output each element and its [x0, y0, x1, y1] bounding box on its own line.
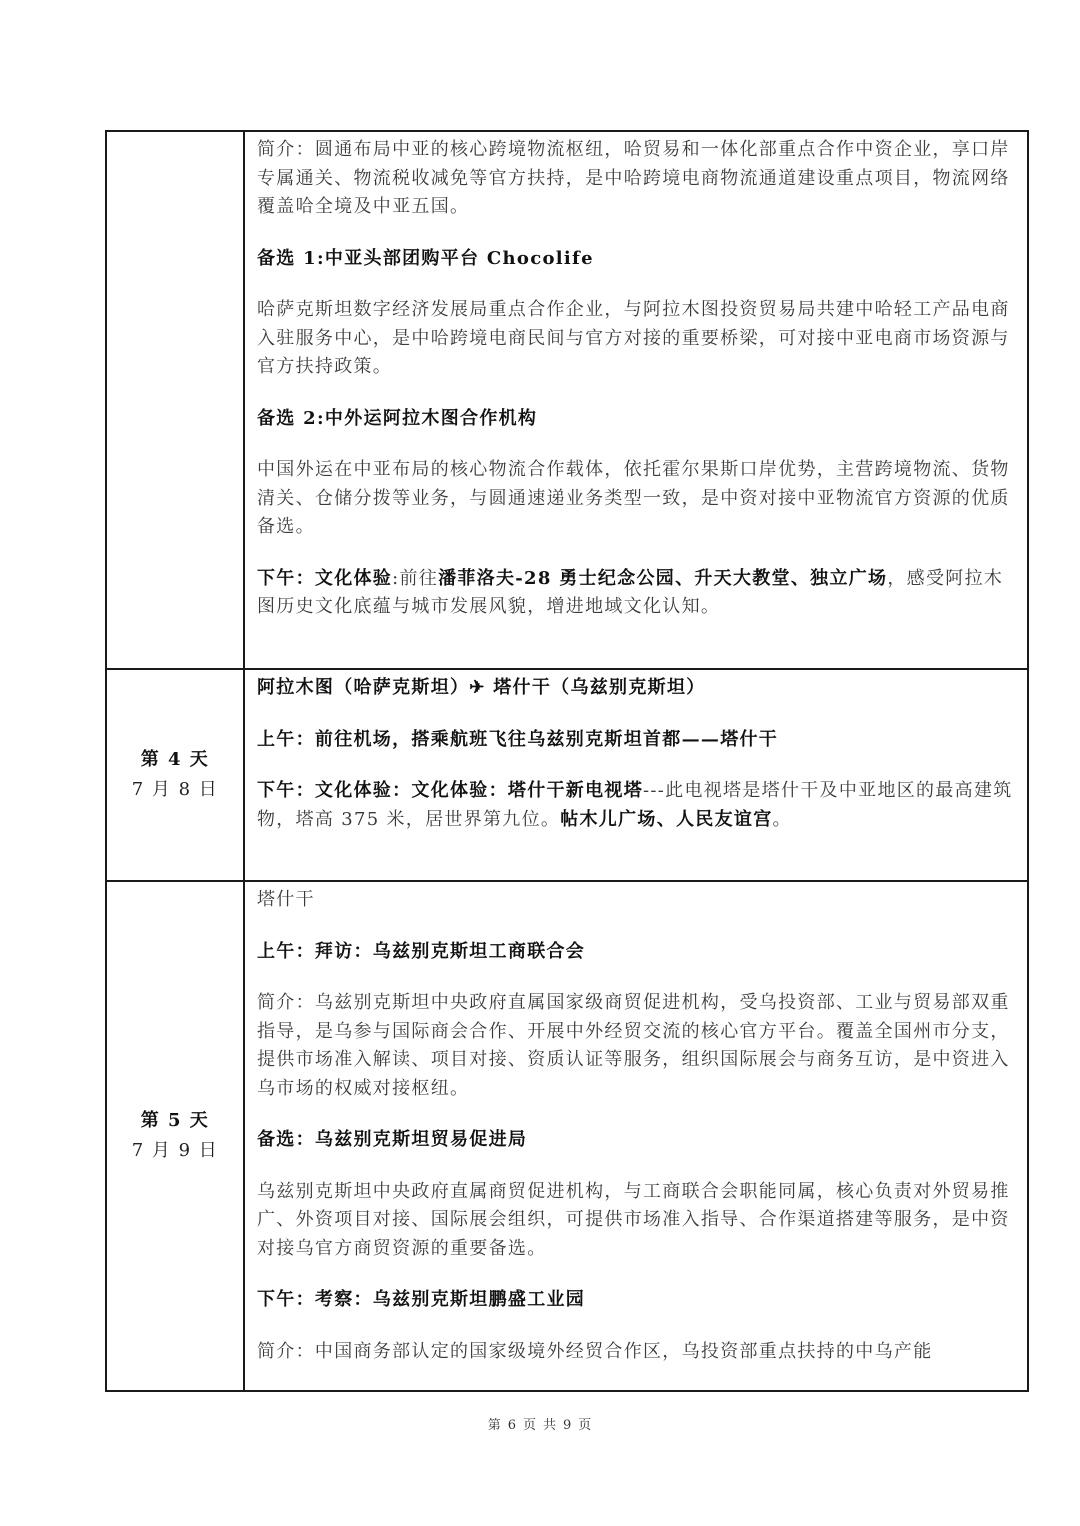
itinerary-table [105, 130, 1029, 1392]
option-description: 中国外运在中亚布局的核心物流合作载体，依托霍尔果斯口岸优势，主营跨境物流、货物清关、仓储分拨等业务，与圆通速递业务类型一致，是中资对接中亚物流官方资源的优质备选。 [257, 459, 1010, 537]
afternoon-text: 。 [772, 808, 792, 830]
page-footer [0, 1414, 1080, 1433]
afternoon-places: 潘菲洛夫-28 勇士纪念公园、升天大教堂、独立广场 [438, 567, 888, 589]
option-heading: 备选：乌兹别克斯坦贸易促进局 [257, 1129, 528, 1150]
afternoon-paragraph [257, 777, 1017, 834]
day-number: 第 4 天 [140, 749, 210, 770]
intro-paragraph: 简介：乌兹别克斯坦中央政府直属国家级商贸促进机构，受乌投资部、工业与贸易部双重指导，是乌参与国际商会合作、开展中外经贸交流的核心官方平台。覆盖全国州市分支，提供市场准入解读、项目对接、资质认证等服务，组织国际展会与商务互访，是中资进入乌市场的权威对接枢纽。 [257, 992, 1010, 1099]
page-number: 6 [507, 1418, 517, 1433]
content-cell [244, 881, 1028, 1391]
intro-paragraph: 简介：圆通布局中亚的核心跨境物流枢纽，哈贸易和一体化部重点合作中资企业，享口岸专属通关、物流税收减免等官方扶持，是中哈跨境电商物流通道建设重点项目，物流网络覆盖哈全境及中亚五国。 [257, 139, 1010, 217]
total-pages: 9 [563, 1418, 573, 1433]
day-date: 7 月 9 日 [131, 1140, 219, 1161]
afternoon-places: 帖木儿广场、人民友谊宫 [560, 808, 773, 830]
option-heading: 备选 1:中亚头部团购平台 Chocolife [257, 247, 594, 269]
content-cell [244, 131, 1028, 669]
day-cell [106, 669, 244, 881]
option-description: 哈萨克斯坦数字经济发展局重点合作企业，与阿拉木图投资贸易局共建中哈轻工产品电商入驻服务中心，是中哈跨境电商民间与官方对接的重要桥梁，可对接中亚电商市场资源与官方扶持政策。 [257, 299, 1010, 377]
day-cell [106, 881, 244, 1391]
afternoon-label: 下午：文化体验 [257, 567, 393, 589]
option-description: 乌兹别克斯坦中央政府直属商贸促进机构，与工商联合会职能同属，核心负责对外贸易推广、外资项目对接、国际展会组织，可提供市场准入指导、合作渠道搭建等服务，是中资对接乌官方商贸资源的重要备选。 [257, 1180, 1010, 1259]
day-cell [106, 131, 244, 669]
day-date: 7 月 8 日 [131, 779, 219, 800]
table-row [106, 669, 1028, 881]
afternoon-text: ，感受阿拉木图历史文化底蕴与城市发展风貌，增进地域文化认知。 [257, 567, 1004, 617]
morning-paragraph: 上午：前往机场，搭乘航班飞往乌兹别克斯坦首都——塔什干 [257, 728, 779, 750]
table-row [106, 881, 1028, 1391]
day-number: 第 5 天 [140, 1110, 210, 1131]
afternoon-text: :前往 [392, 567, 439, 589]
afternoon-label: 下午：文化体验：文化体验：塔什干新电视塔 [257, 780, 643, 801]
content-cell [244, 669, 1028, 881]
route-heading: 阿拉木图（哈萨克斯坦）✈ 塔什干（乌兹别克斯坦） [257, 677, 706, 698]
page-label: 第 [487, 1418, 502, 1433]
morning-paragraph: 上午：拜访：乌兹别克斯坦工商联合会 [257, 940, 586, 962]
total-label: 共 [543, 1418, 558, 1433]
afternoon-paragraph: 下午：考察：乌兹别克斯坦鹏盛工业园 [257, 1289, 586, 1310]
city-heading: 塔什干 [257, 889, 315, 910]
option-heading: 备选 2:中外运阿拉木图合作机构 [257, 407, 538, 429]
afternoon-text: ---此电视塔是塔什干及中亚地区的最高建筑物，塔高 375 米，居世界第九位。 [257, 780, 1013, 830]
total-unit: 页 [578, 1418, 593, 1433]
intro-paragraph: 简介：中国商务部认定的国家级境外经贸合作区，乌投资部重点扶持的中乌产能 [257, 1340, 933, 1362]
table-row [106, 131, 1028, 669]
afternoon-paragraph [257, 565, 1017, 622]
page-unit: 页 [522, 1418, 537, 1433]
